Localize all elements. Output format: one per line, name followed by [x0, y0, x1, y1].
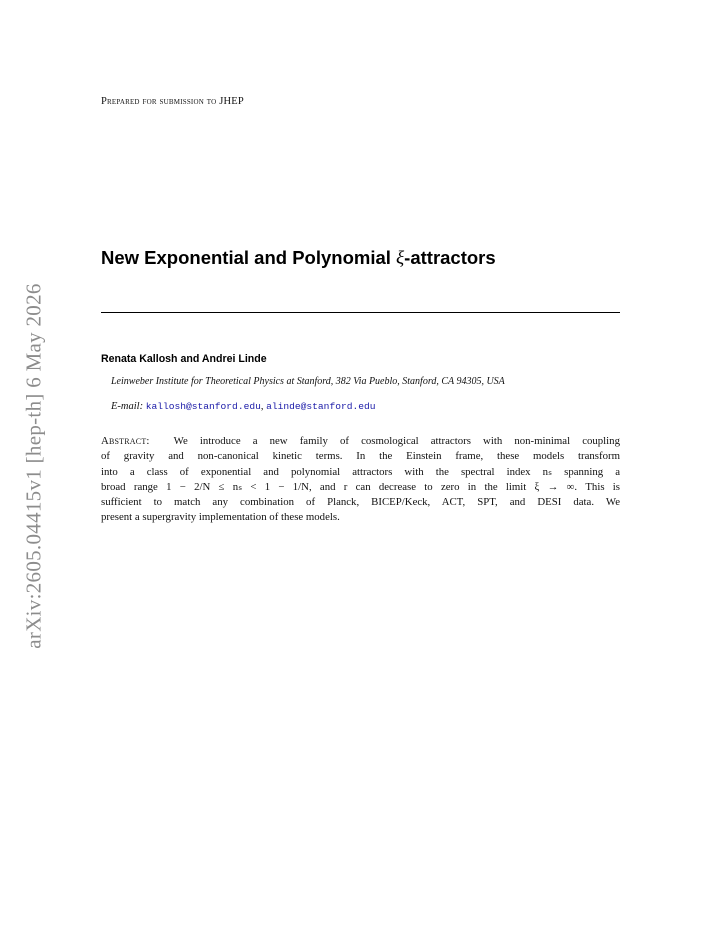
- title-suffix: -attractors: [404, 247, 496, 268]
- title-xi-symbol: ξ: [396, 248, 405, 269]
- paper-title: [101, 247, 496, 270]
- abstract-line-5: sufficient to match any combination of Planck, BICEP/Keck, ACT, SPT, and DESI data. We: [101, 496, 620, 509]
- abstract-text-1: We introduce a new family of cosmological attractors with non-minimal coupling: [173, 435, 620, 447]
- email-link-kallosh[interactable]: kallosh@stanford.edu: [145, 401, 261, 412]
- email-line: [111, 401, 376, 412]
- abstract-line-2: of gravity and non-canonical kinetic terms. In the Einstein frame, these models transform: [101, 450, 620, 463]
- email-separator: ,: [260, 401, 267, 412]
- abstract: [101, 434, 620, 526]
- title-main: New Exponential and Polynomial: [101, 247, 397, 268]
- affiliation: Leinweber Institute for Theoretical Physics at Stanford, 382 Via Pueblo, Stanford, CA 94305, USA: [111, 376, 505, 387]
- submission-note: Prepared for submission to JHEP: [101, 96, 244, 107]
- abstract-line-3: into a class of exponential and polynomial attractors with the spectral index nₛ spanning a: [101, 465, 620, 478]
- abstract-line-6: present a supergravity implementation of these models.: [101, 511, 340, 524]
- email-label: E-mail:: [111, 401, 144, 412]
- author-list: Renata Kallosh and Andrei Linde: [101, 353, 267, 365]
- abstract-line-1: [101, 434, 620, 449]
- abstract-heading: Abstract:: [101, 435, 150, 447]
- title-rule: [101, 312, 620, 313]
- abstract-line-4: broad range 1 − 2/N ≤ nₛ < 1 − 1/N, and r can decrease to zero in the limit ξ → ∞. This is: [101, 480, 620, 493]
- arxiv-identifier-stamp: arXiv:2605.04415v1 [hep-th] 6 May 2026: [21, 283, 46, 649]
- email-link-linde[interactable]: alinde@stanford.edu: [266, 401, 376, 412]
